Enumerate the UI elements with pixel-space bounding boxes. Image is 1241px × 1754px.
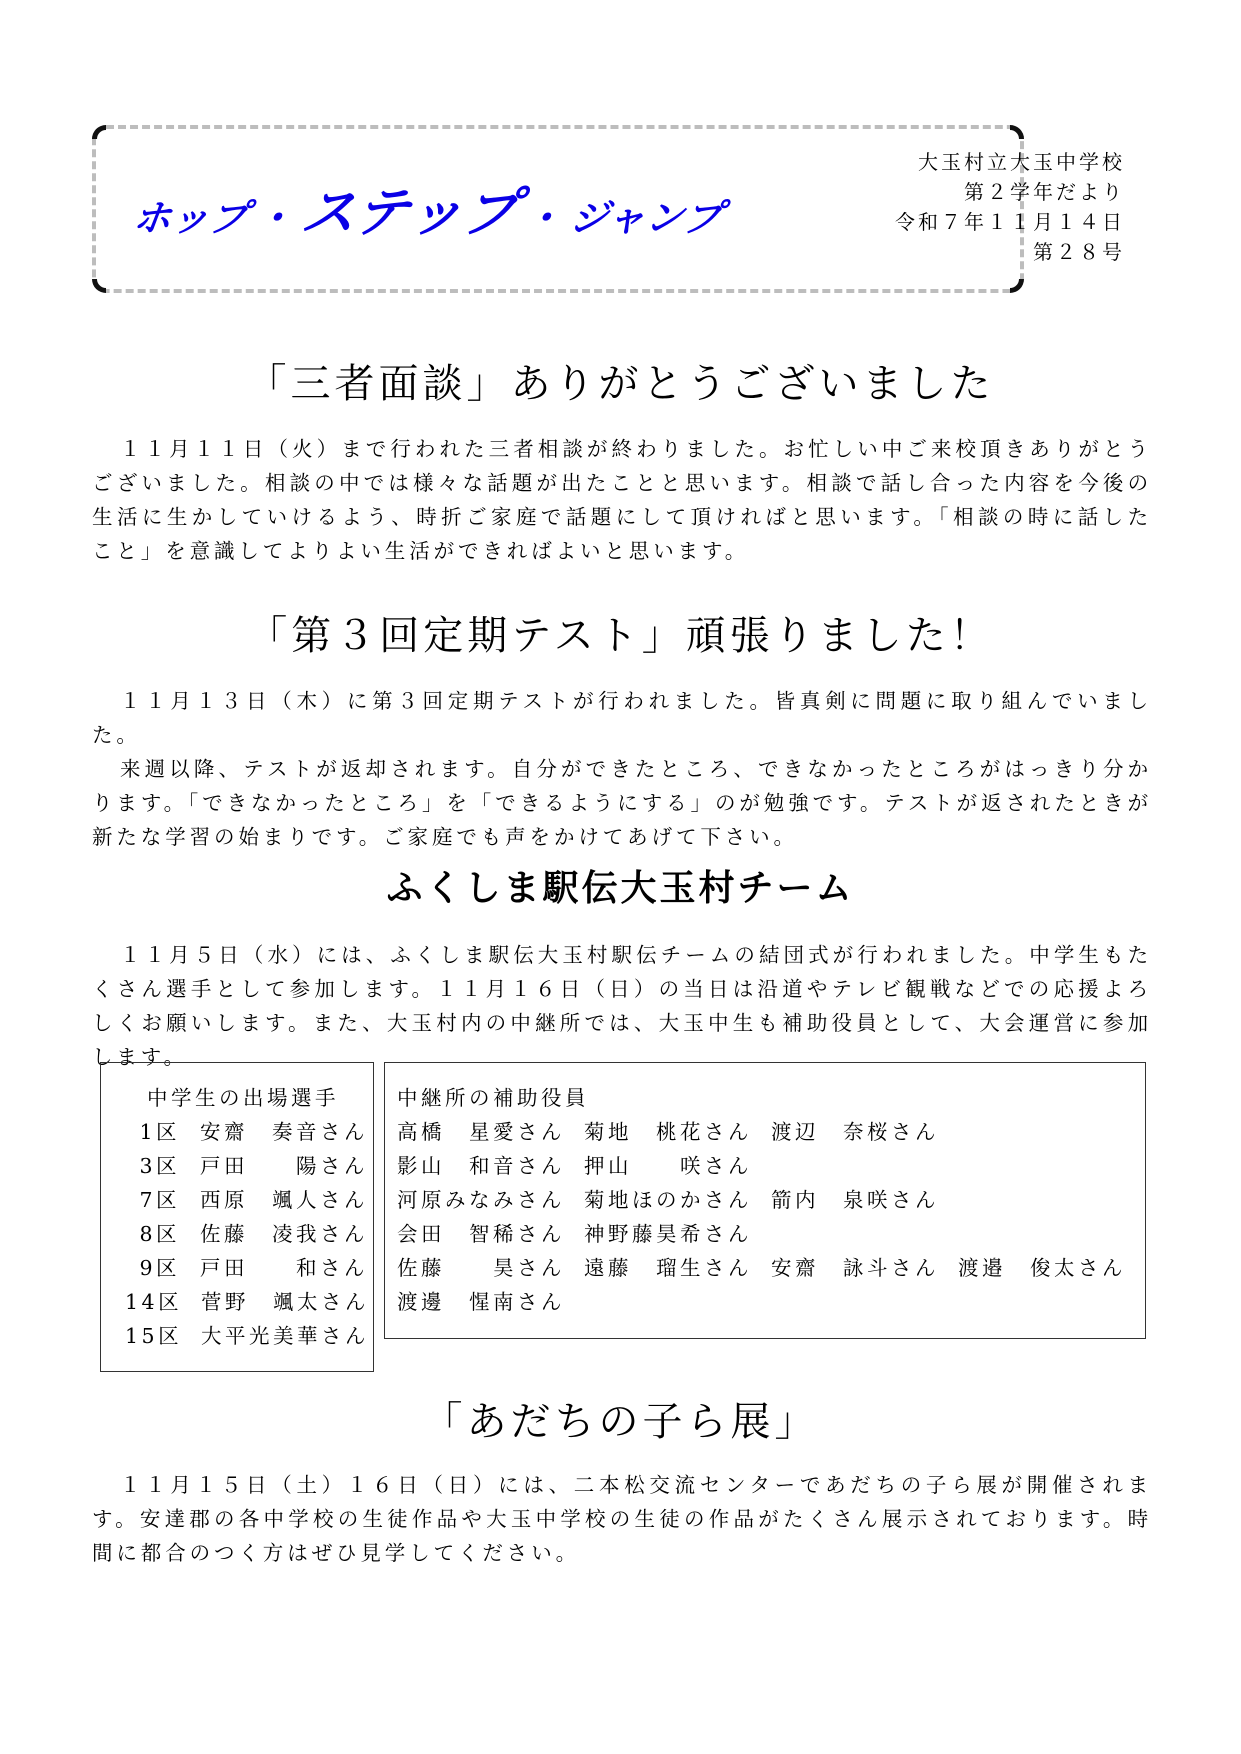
runner-row: 9区 戸田 和さん	[139, 1256, 369, 1280]
runner-row: 14区 菅野 颯太さん	[125, 1290, 369, 1314]
paragraph: １１月１１日（火）まで行われた三者相談が終わりました。お忙しい中ご来校頂きありがとうございました。相談の中では様々な話題が出たことと思います。相談で話し合った内容を今後の生活に生かしていけるよう、時折ご家庭で話題にして頂ければと思います。「相談の時に話したこと」を意識してよりよい生活ができればよいと思います。	[92, 437, 1152, 563]
paragraph: １１月１３日（木）に第３回定期テストが行われました。皆真剣に問題に取り組んでいました。	[92, 689, 1152, 747]
section-body-test	[92, 684, 1152, 854]
school-name: 大玉村立大玉中学校	[918, 150, 1125, 174]
helper-row: 佐藤 昊さん 遠藤 瑠生さん 安齋 詠斗さん 渡邉 俊太さん	[397, 1256, 1126, 1280]
frame-corner	[1010, 279, 1024, 293]
frame-corner	[1010, 125, 1024, 139]
title-jump: ジャンプ	[567, 196, 725, 240]
paragraph: １１月１５日（土）１６日（日）には、二本松交流センターであだちの子ら展が開催されます。安達郡の各中学校の生徒作品や大玉中学校の生徒の作品がたくさん展示されております。時間に都合のつく方はぜひ見学してください。	[92, 1473, 1152, 1565]
section-heading-exhibition: 「あだちの子ら展」	[422, 1399, 819, 1445]
title-step: ステップ	[297, 181, 522, 244]
issue-date: 令和７年１１月１４日	[895, 210, 1125, 234]
frame-corner	[92, 279, 106, 293]
helpers-box	[384, 1062, 1146, 1339]
newsletter-name: 第２学年だより	[964, 180, 1125, 204]
issue-number: 第２８号	[1033, 240, 1125, 264]
runner-row: 15区 大平光美華さん	[125, 1324, 369, 1348]
title-dot: ・	[252, 196, 297, 240]
runner-row: 8区 佐藤 凌我さん	[139, 1222, 369, 1246]
title-dot: ・	[521, 196, 566, 240]
title-hop: ホップ	[130, 196, 251, 240]
runner-row: 7区 西原 颯人さん	[139, 1188, 369, 1212]
runner-row: 3区 戸田 陽さん	[139, 1154, 369, 1178]
helper-row: 影山 和音さん 押山 咲さん	[397, 1154, 752, 1178]
section-heading-ekiden: ふくしま駅伝大玉村チーム	[386, 868, 855, 909]
section-heading-interview: 「三者面談」ありがとうございました	[246, 361, 995, 407]
helper-row: 河原みなみさん 菊地ほのかさん 箭内 泉咲さん	[397, 1188, 939, 1212]
section-heading-test: 「第３回定期テスト」頑張りました！	[247, 613, 994, 659]
frame-corner	[92, 125, 106, 139]
runners-box	[100, 1062, 374, 1372]
helper-row: 会田 智稀さん 神野藤昊希さん	[397, 1222, 752, 1246]
helper-row: 渡邊 惺南さん	[397, 1290, 565, 1314]
section-body-ekiden	[92, 938, 1152, 1074]
runner-row: 1区 安齋 奏音さん	[139, 1120, 369, 1144]
helper-row: 高橋 星愛さん 菊地 桃花さん 渡辺 奈桜さん	[397, 1120, 939, 1144]
section-body-exhibition	[92, 1468, 1152, 1570]
paragraph: 来週以降、テストが返却されます。自分ができたところ、できなかったところがはっきり分かります。「できなかったところ」を「できるようにする」のが勉強です。テストが返されたときが新たな学習の始まりです。ご家庭でも声をかけてあげて下さい。	[92, 757, 1152, 849]
helpers-box-title: 中継所の補助役員	[397, 1086, 589, 1110]
issuer-block	[895, 147, 1125, 267]
newsletter-title	[130, 170, 728, 244]
runners-box-title: 中学生の出場選手	[147, 1086, 339, 1110]
paragraph: １１月５日（水）には、ふくしま駅伝大玉村駅伝チームの結団式が行われました。中学生もたくさん選手として参加します。１１月１６日（日）の当日は沿道やテレビ観戦などでの応援よろしくお願いします。また、大玉村内の中継所では、大玉中生も補助役員として、大会運営に参加します。	[92, 943, 1152, 1069]
section-body-interview	[92, 432, 1152, 568]
